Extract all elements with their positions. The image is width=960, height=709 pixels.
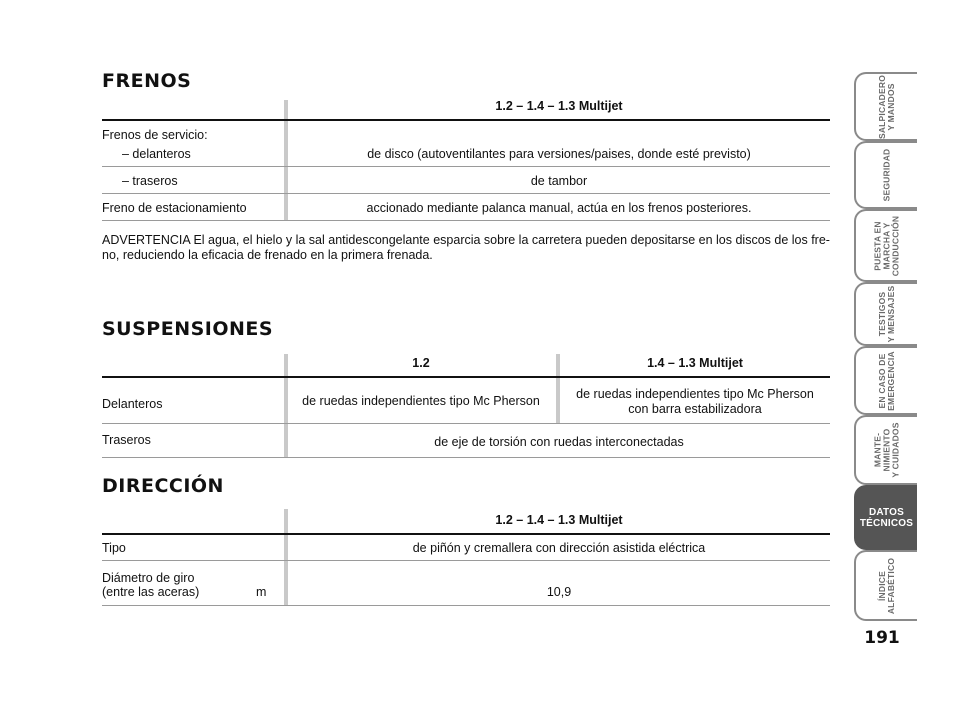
direccion-header-rule [102,533,830,535]
tab-datos-tecnicos[interactable] [854,485,917,550]
frenos-row-label: Freno de estacionamiento [102,201,247,215]
tab-salpicadero-y-mandos[interactable] [854,72,917,141]
direccion-row-label: Tipo [102,541,126,555]
frenos-title: FRENOS [102,70,192,92]
frenos-header: 1.2 – 1.4 – 1.3 Multijet [495,99,623,113]
direccion-row-unit: m [256,585,267,599]
frenos-row-label: – traseros [122,174,178,188]
suspensiones-row-col2: de ruedas independientes tipo Mc Pherson [576,387,814,401]
tab-label: DATOS TÉCNICOS [859,506,914,529]
tab-mantenimiento[interactable] [854,415,917,485]
suspensiones-row-value: de eje de torsión con ruedas interconectadas [434,435,684,449]
frenos-row-label: Frenos de servicio: [102,128,208,142]
suspensiones-header-col1: 1.2 [412,356,430,370]
row-divider [102,166,830,167]
frenos-row-value: de tambor [530,174,588,188]
tab-label: MANTE- NIMIENTO Y CUIDADOS [872,422,900,478]
page-number: 191 [864,628,900,648]
suspensiones-row-col1: de ruedas independientes tipo Mc Pherson [302,394,540,408]
frenos-row-value: de disco (autoventilantes para versiones/paises, donde esté previsto) [367,147,751,161]
tab-puesta-en-marcha[interactable] [854,209,917,282]
direccion-header: 1.2 – 1.4 – 1.3 Multijet [495,513,623,527]
frenos-warning-line: no, reduciendo la eficacia de frenado en la primera frenada. [102,248,433,262]
frenos-warning-line: ADVERTENCIA El agua, el hielo y la sal antidescongelante esparcia sobre la carretera pueden depositarse en los discos de los fre- [102,233,830,247]
row-divider [102,457,830,458]
tab-label: ÍNDICE ALFABÉTICO [876,557,896,614]
row-divider [102,193,830,194]
tab-seguridad[interactable] [854,141,917,209]
row-divider [102,605,830,606]
row-divider [102,560,830,561]
suspensiones-title: SUSPENSIONES [102,318,274,340]
tab-indice-alfabetico[interactable] [854,550,917,621]
suspensiones-row-col2: con barra estabilizadora [628,402,762,416]
frenos-row-label: – delanteros [122,147,191,161]
tab-en-caso-de-emergencia[interactable] [854,346,917,415]
tab-label: EN CASO DE EMERGENCIA [876,350,896,411]
direccion-row-label: (entre las aceras) [102,585,200,599]
direccion-row-value: de piñón y cremallera con dirección asistida eléctrica [412,541,706,555]
row-divider [102,423,830,424]
frenos-header-rule [102,119,830,121]
direccion-row-label: Diámetro de giro [102,571,195,585]
direccion-title: DIRECCIÓN [102,475,224,497]
tab-label: TESTIGOS Y MENSAJES [876,285,896,343]
suspensiones-header-rule [102,376,830,378]
direccion-row-value: 10,9 [546,585,572,599]
tab-label: SEGURIDAD [881,148,891,202]
suspensiones-header-col2: 1.4 – 1.3 Multijet [647,356,743,370]
frenos-row-value: accionado mediante palanca manual, actúa en los frenos posteriores. [366,201,752,215]
row-divider [102,220,830,221]
suspensiones-row-label: Delanteros [102,397,163,411]
tab-testigos-y-mensajes[interactable] [854,282,917,346]
suspensiones-row-label: Traseros [102,433,151,447]
tab-label: SALPICADERO Y MANDOS [876,74,896,139]
tab-label: PUESTA EN MARCHA Y CONDUCCIÓN [872,215,900,276]
